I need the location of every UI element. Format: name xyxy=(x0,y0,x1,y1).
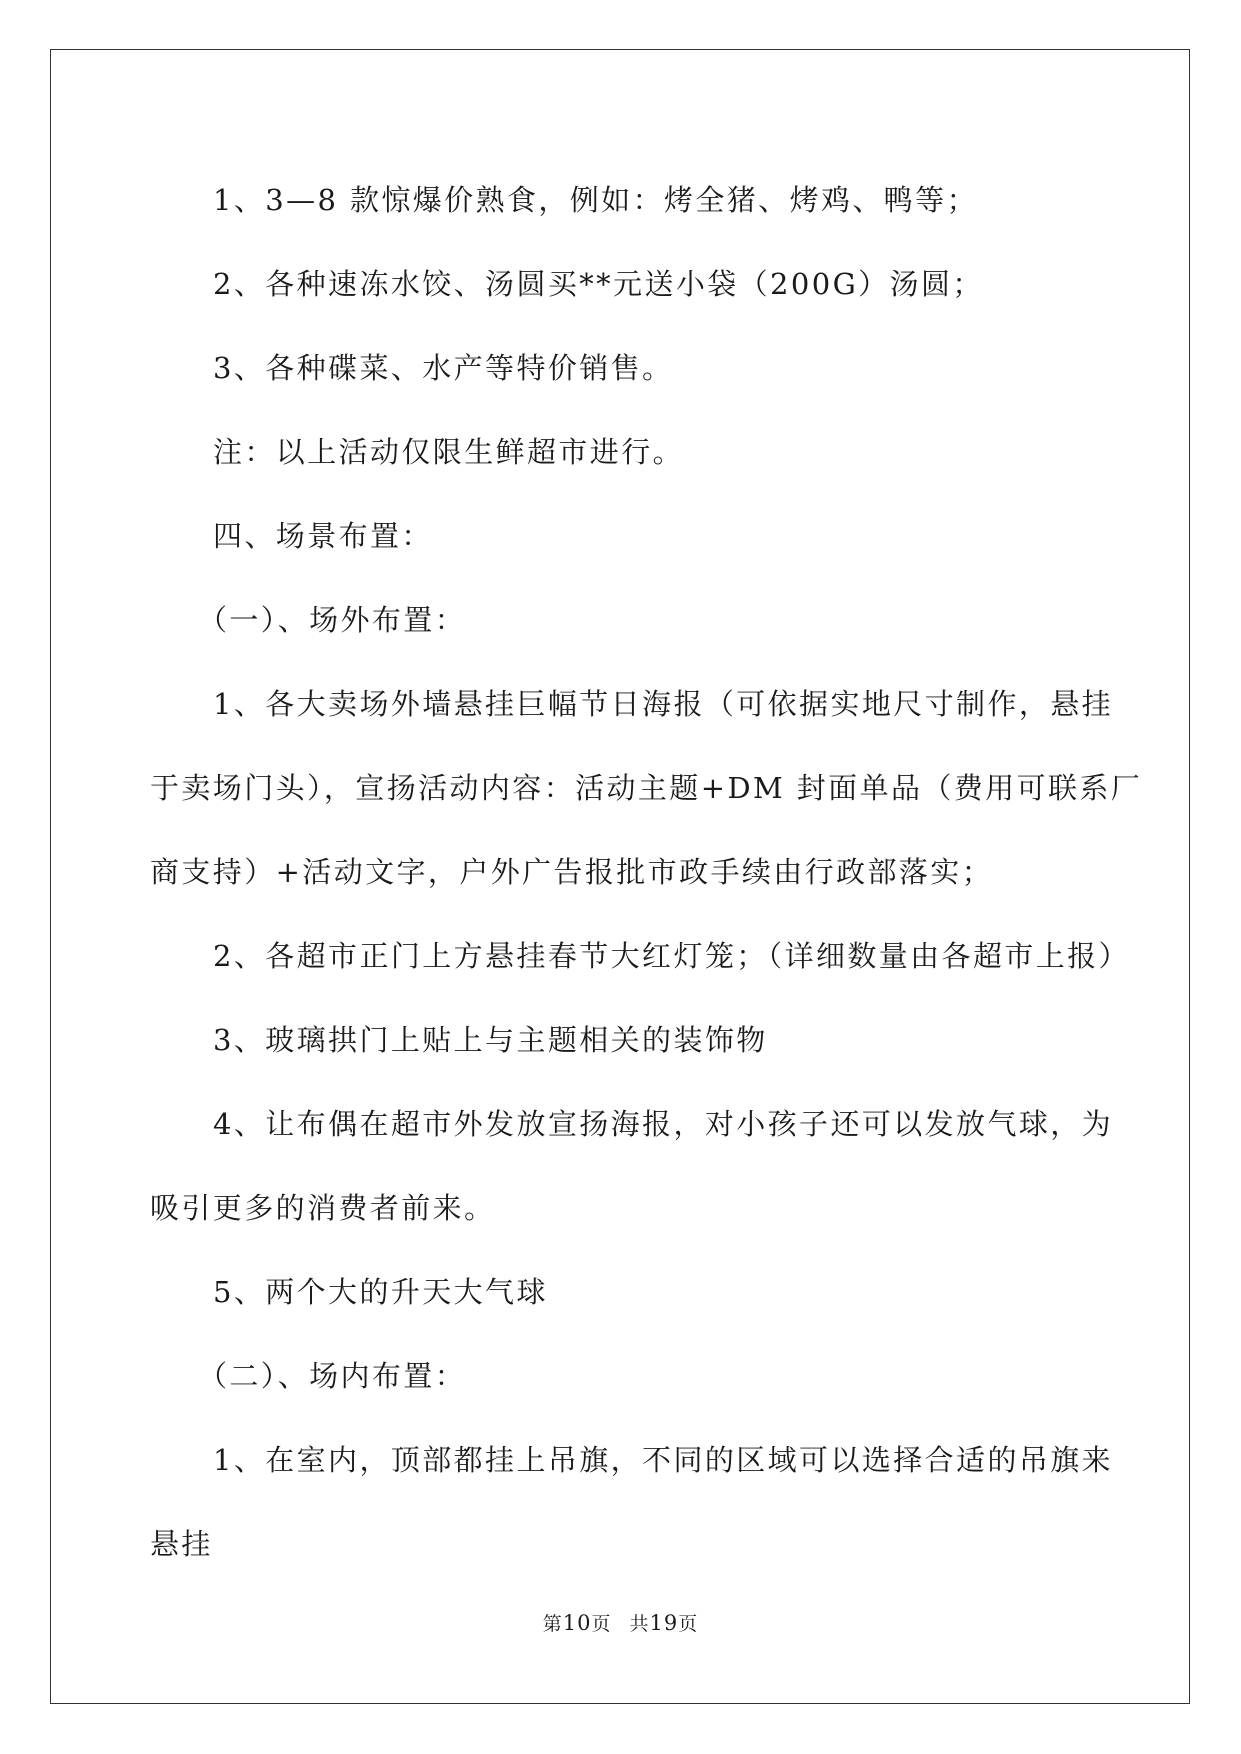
paragraph-continuation: 商支持）+活动文字，户外广告报批市政手续由行政部落实； xyxy=(150,855,994,889)
page-footer xyxy=(0,1609,1241,1636)
paragraph: 注：以上活动仅限生鲜超市进行。 xyxy=(213,435,685,469)
total-pages-number: 19 xyxy=(649,1611,679,1635)
paragraph: 1、3—8 款惊爆价熟食，例如：烤全猪、烤鸡、鸭等； xyxy=(213,183,978,217)
section-heading: 四、场景布置： xyxy=(213,519,433,553)
footer-page-unit: 页 xyxy=(591,1613,612,1635)
paragraph: 2、各种速冻水饺、汤圆买**元送小袋（200G）汤圆； xyxy=(213,267,984,301)
paragraph: 1、各大卖场外墙悬挂巨幅节日海报（可依据实地尺寸制作，悬挂 xyxy=(213,687,1114,721)
paragraph: 2、各超市正门上方悬挂春节大红灯笼；（详细数量由各超市上报） xyxy=(213,939,1130,973)
subsection-heading: （一）、场外布置： xyxy=(198,603,467,637)
paragraph: 3、各种碟菜、水产等特价销售。 xyxy=(213,351,674,385)
document-body xyxy=(150,158,1143,1586)
paragraph: 5、两个大的升天大气球 xyxy=(213,1275,548,1309)
paragraph: 4、让布偶在超市外发放宣扬海报，对小孩子还可以发放气球，为 xyxy=(213,1107,1114,1141)
paragraph-continuation: 于卖场门头），宣扬活动内容：活动主题+DM 封面单品（费用可联系厂 xyxy=(150,771,1143,805)
subsection-heading: （二）、场内布置： xyxy=(198,1359,467,1393)
footer-total-prefix: 共 xyxy=(629,1613,650,1635)
paragraph: 3、玻璃拱门上贴上与主题相关的装饰物 xyxy=(213,1023,768,1057)
footer-prefix: 第 xyxy=(542,1613,563,1635)
current-page-number: 10 xyxy=(562,1611,592,1635)
paragraph-continuation: 吸引更多的消费者前来。 xyxy=(150,1191,496,1225)
footer-total-unit: 页 xyxy=(678,1613,699,1635)
paragraph: 1、在室内，顶部都挂上吊旗，不同的区域可以选择合适的吊旗来 xyxy=(213,1443,1114,1477)
paragraph-continuation: 悬挂 xyxy=(150,1527,213,1561)
